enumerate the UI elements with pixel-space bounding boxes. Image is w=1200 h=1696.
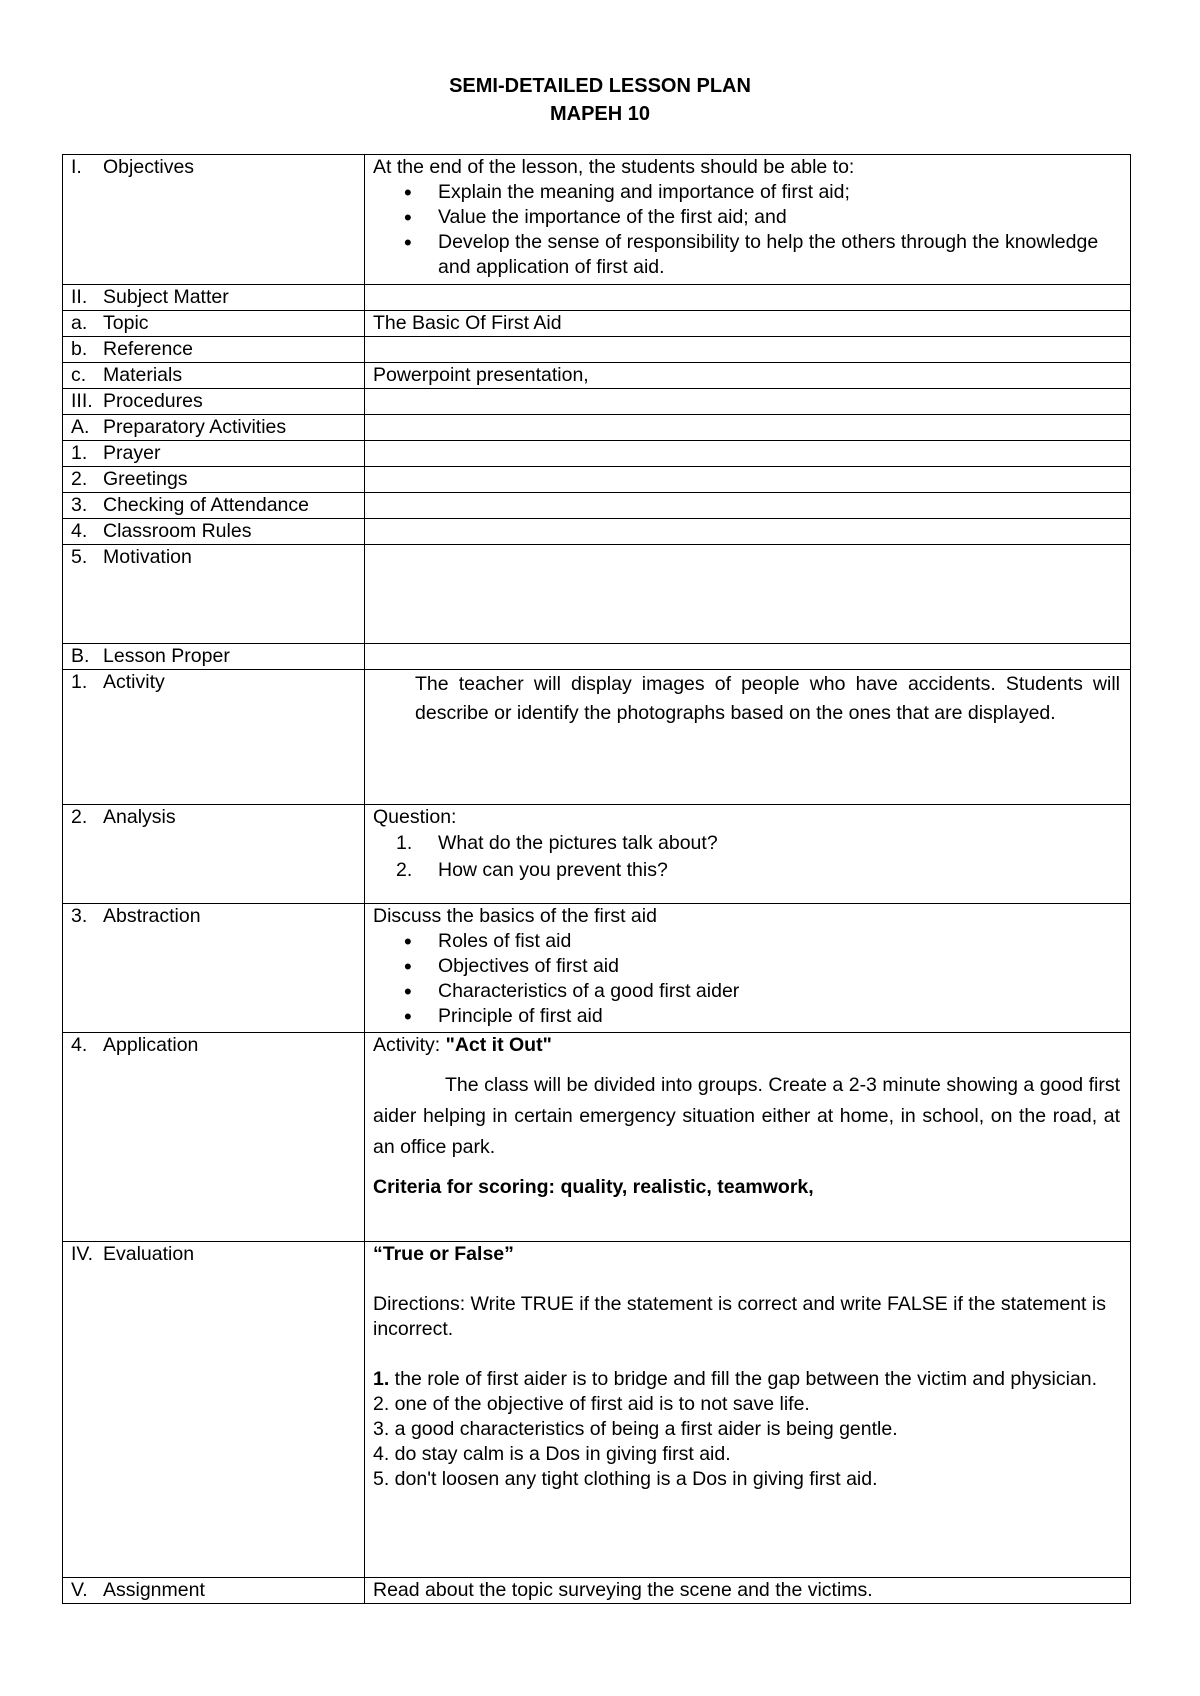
list-item: • Roles of fist aid (438, 929, 1120, 954)
procedures-label: III. Procedures (63, 389, 365, 415)
list-item: • Principle of first aid (438, 1004, 1120, 1029)
activity-text: The teacher will display images of people who have accidents. Students will describe or identify the photographs based on the ones that are displayed. (415, 673, 1120, 724)
objectives-intro: At the end of the lesson, the students should be able to: (373, 156, 855, 178)
document-header (0, 72, 1200, 128)
attendance-label: 3. Checking of Attendance (63, 493, 365, 519)
greetings-label: 2. Greetings (63, 467, 365, 493)
materials-label: c. Materials (63, 363, 365, 389)
subject-matter-row (63, 285, 1131, 311)
analysis-label: 2. Analysis (63, 805, 365, 904)
lesson-proper-label: B. Lesson Proper (63, 644, 365, 670)
analysis-questions (373, 830, 1120, 884)
abstraction-label: 3. Abstraction (63, 904, 365, 1033)
list-item: • Develop the sense of responsibility to help the others through the knowledge and application of first aid. (438, 230, 1120, 280)
evaluation-row (63, 1242, 1131, 1578)
document-title: SEMI-DETAILED LESSON PLAN (449, 75, 751, 97)
application-criteria: Criteria for scoring: quality, realistic, teamwork, (373, 1176, 814, 1198)
reference-label: b. Reference (63, 337, 365, 363)
application-activity-title: "Act it Out" (445, 1034, 552, 1056)
application-label: 4. Application (63, 1033, 365, 1242)
materials-row (63, 363, 1131, 389)
procedures-row (63, 389, 1131, 415)
lesson-plan-table (62, 154, 1131, 1604)
prayer-label: 1. Prayer (63, 441, 365, 467)
list-item: • Characteristics of a good first aider (438, 979, 1120, 1004)
abstraction-intro: Discuss the basics of the first aid (373, 905, 657, 927)
objectives-row (63, 155, 1131, 285)
assignment-text: Read about the topic surveying the scene and the victims. (365, 1578, 1131, 1604)
lesson-proper-row (63, 644, 1131, 670)
analysis-heading: Question: (373, 806, 457, 828)
evaluation-title: “True or False” (373, 1243, 514, 1265)
subject-matter-label: II. Subject Matter (63, 285, 365, 311)
evaluation-item: 3. a good characteristics of being a first aider is being gentle. (373, 1418, 898, 1440)
abstraction-row (63, 904, 1131, 1033)
greetings-row (63, 467, 1131, 493)
reference-value (365, 337, 1131, 363)
evaluation-label: IV. Evaluation (63, 1242, 365, 1578)
materials-value: Powerpoint presentation, (365, 363, 1131, 389)
objectives-content (365, 155, 1131, 285)
topic-label: a. Topic (63, 311, 365, 337)
evaluation-item: 2. one of the objective of first aid is to not save life. (373, 1393, 810, 1415)
evaluation-item: 1. the role of first aider is to bridge and fill the gap between the victim and physician. (373, 1368, 1098, 1390)
classroom-rules-label: 4. Classroom Rules (63, 519, 365, 545)
assignment-label: V. Assignment (63, 1578, 365, 1604)
analysis-row (63, 805, 1131, 904)
attendance-row (63, 493, 1131, 519)
topic-row (63, 311, 1131, 337)
activity-row (63, 670, 1131, 805)
motivation-row (63, 545, 1131, 644)
evaluation-item: 4. do stay calm is a Dos in giving first aid. (373, 1443, 731, 1465)
objectives-label: I. Objectives (63, 155, 365, 285)
list-item: • Value the importance of the first aid; and (438, 205, 1120, 230)
list-item: 2. How can you prevent this? (396, 859, 668, 881)
evaluation-item: 5. don't loosen any tight clothing is a Dos in giving first aid. (373, 1468, 878, 1490)
evaluation-directions: Directions: Write TRUE if the statement is correct and write FALSE if the statement is incorrect. (373, 1293, 1106, 1340)
prayer-row (63, 441, 1131, 467)
list-item: • Objectives of first aid (438, 954, 1120, 979)
list-item: • Explain the meaning and importance of first aid; (438, 180, 1120, 205)
motivation-label: 5. Motivation (63, 545, 365, 644)
abstraction-list (373, 929, 1120, 1029)
objectives-list (373, 180, 1120, 280)
list-item: 1. What do the pictures talk about? (396, 832, 718, 854)
document-subtitle: MAPEH 10 (549, 103, 651, 125)
reference-row (63, 337, 1131, 363)
application-row (63, 1033, 1131, 1242)
preparatory-label: A. Preparatory Activities (63, 415, 365, 441)
application-text: The class will be divided into groups. Create a 2-3 minute showing a good first aider helping in certain emergency situation either at home, in school, on the road, at an office park. (373, 1074, 1120, 1158)
activity-label: 1. Activity (63, 670, 365, 805)
preparatory-row (63, 415, 1131, 441)
assignment-row (63, 1578, 1131, 1604)
classroom-rules-row (63, 519, 1131, 545)
topic-value: The Basic Of First Aid (365, 311, 1131, 337)
application-activity: Activity: "Act it Out" (373, 1034, 552, 1056)
